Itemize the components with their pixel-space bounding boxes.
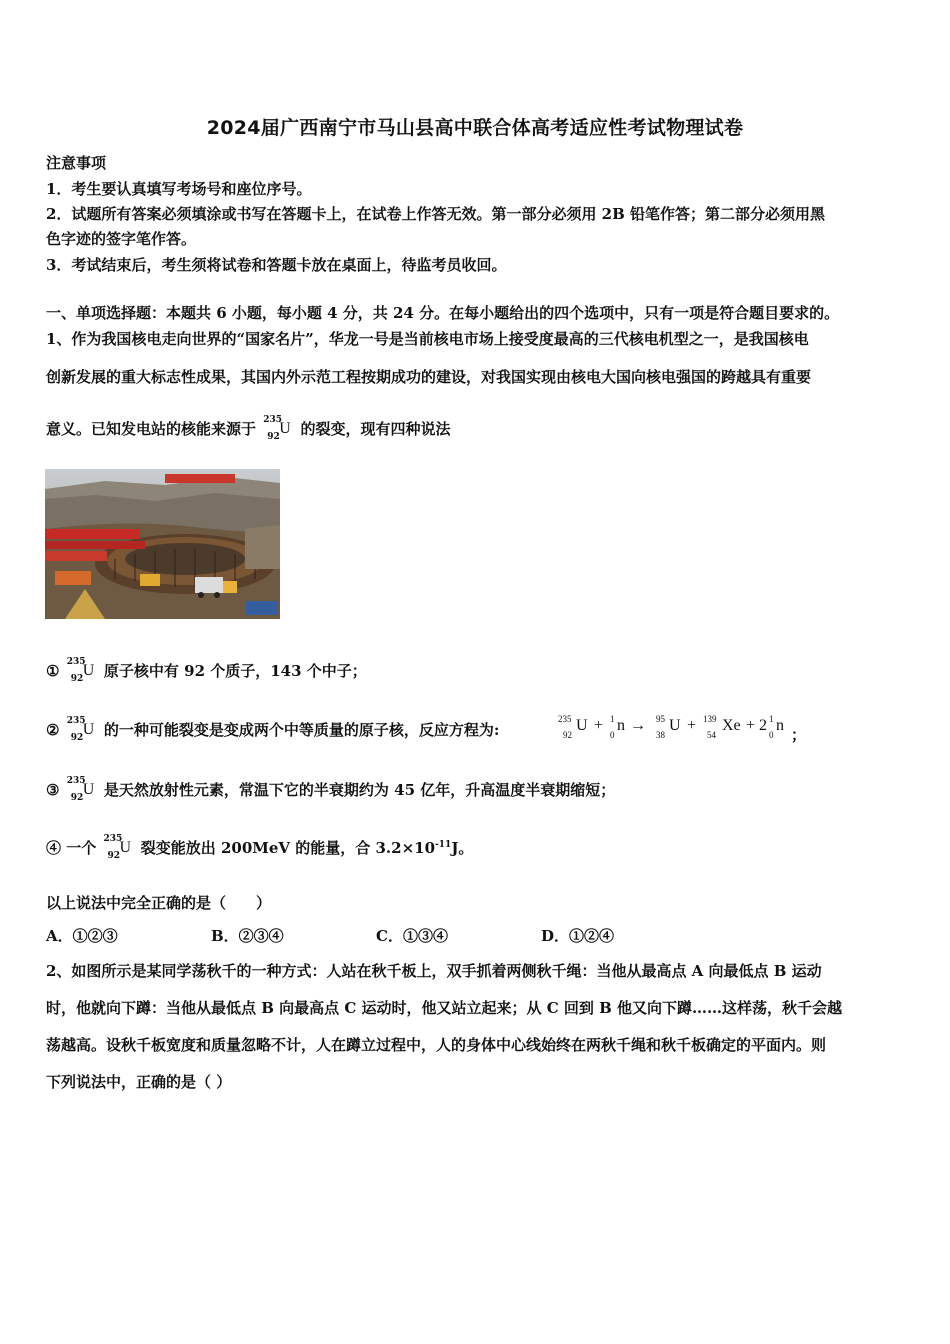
element-symbol: U xyxy=(82,662,95,679)
q1-line3-before: 意义。已知发电站的核能来源于 xyxy=(46,420,257,438)
statement-prefix: 一个 xyxy=(66,839,97,857)
mass-number: 235 xyxy=(103,834,123,844)
question-1-text xyxy=(46,415,451,445)
mass-number: 1 xyxy=(769,714,774,724)
question-2-text: 2、如图所示是某同学荡秋千的一种方式：人站在秋千板上，双手抓着两侧秋千绳：当他从最高点 A 向最低点 B 运动 xyxy=(46,962,822,980)
question-2-text: 时，他就向下蹲：当他从最低点 B 向最高点 C 运动时，他又站立起来；从 C 回到 B 他又向下蹲……这样荡，秋千会越 xyxy=(46,999,843,1017)
statement-marker: ④ xyxy=(46,839,62,857)
statement-text: 的一种可能裂变是变成两个中等质量的原子核，反应方程为: xyxy=(103,721,500,739)
reaction-arrow: → xyxy=(630,717,646,734)
atomic-number: 92 xyxy=(70,674,84,684)
element-symbol: U xyxy=(576,717,588,734)
uranium-235-nuclide xyxy=(67,657,97,687)
statement-end: ； xyxy=(791,728,807,744)
mass-number: 235 xyxy=(66,657,86,667)
element-symbol: U xyxy=(82,781,95,798)
statement-3 xyxy=(46,776,615,806)
choice-b[interactable]: B．②③④ xyxy=(211,927,284,945)
statement-2 xyxy=(46,716,499,746)
mass-number: 235 xyxy=(558,714,572,724)
element-symbol: n xyxy=(617,717,625,734)
atomic-number: 38 xyxy=(656,730,665,740)
mass-number: 139 xyxy=(703,714,717,724)
page-title: 2024届广西南宁市马山县高中联合体高考适应性考试物理试卷 xyxy=(206,117,744,139)
question-1-text: 1、作为我国核电走向世界的“国家名片”，华龙一号是当前核电市场上接受度最高的三代核电机型之一，是我国核电 xyxy=(46,330,809,348)
atomic-number: 92 xyxy=(267,432,280,442)
section-heading: 一、单项选择题：本题共 6 小题，每小题 4 分，共 24 分。在每小题给出的四个选项中，只有一项是符合题目要求的。 xyxy=(46,304,840,322)
notice-heading: 注意事项 xyxy=(46,154,107,172)
plus-sign: + xyxy=(594,717,604,734)
unit: J。 xyxy=(451,839,474,857)
question-1-text: 创新发展的重大标志性成果，其国内外示范工程按期成功的建设，对我国实现由核电大国向核电强国的跨越具有重要 xyxy=(46,368,812,386)
question-2-text: 荡越高。设秋千板宽度和质量忽略不计，人在蹲立过程中，人的身体中心线始终在两秋千绳和秋千板确定的平面内。则 xyxy=(46,1036,827,1054)
statement-4 xyxy=(46,834,473,864)
statement-marker: ② xyxy=(46,721,60,739)
mass-number: 235 xyxy=(66,716,86,726)
mass-number: 95 xyxy=(656,714,665,724)
element-symbol: U xyxy=(669,717,681,734)
question-2-text: 下列说法中，正确的是（ ） xyxy=(46,1073,232,1091)
statement-1 xyxy=(46,657,367,687)
element-symbol: U xyxy=(279,420,291,437)
atomic-number: 0 xyxy=(610,730,615,740)
notice-item: 2．试题所有答案必须填涂或书写在答题卡上，在试卷上作答无效。第一部分必须用 2B 铅笔作答；第二部分必须用黑 xyxy=(46,205,826,223)
element-symbol: n xyxy=(776,717,784,734)
notice-item: 色字迹的签字笔作答。 xyxy=(46,230,197,248)
mass-number: 235 xyxy=(66,776,86,786)
atomic-number: 92 xyxy=(70,793,84,803)
choice-a[interactable]: A．①②③ xyxy=(46,927,118,945)
atomic-number: 0 xyxy=(769,730,774,740)
uranium-235-nuclide xyxy=(67,716,97,746)
choice-d[interactable]: D．①②④ xyxy=(541,927,615,945)
element-symbol: U xyxy=(82,721,95,738)
element-symbol: U xyxy=(119,839,132,856)
fission-equation xyxy=(558,712,806,746)
mass-number: 1 xyxy=(610,714,615,724)
element-symbol: Xe xyxy=(722,717,741,734)
statement-marker: ③ xyxy=(46,781,60,799)
plus-two: + 2 xyxy=(746,717,768,734)
atomic-number: 54 xyxy=(707,730,716,740)
atomic-number: 92 xyxy=(70,733,84,743)
nuclear-plant-construction-photo xyxy=(45,469,280,619)
q1-line3-after: 的裂变，现有四种说法 xyxy=(300,420,451,438)
atomic-number: 92 xyxy=(563,730,572,740)
statement-marker: ① xyxy=(46,662,60,680)
statement-text: 裂变能放出 200MeV 的能量，合 3.2×10 xyxy=(140,839,436,857)
choice-c[interactable]: C．①③④ xyxy=(376,927,448,945)
notice-item: 3．考试结束后，考生须将试卷和答题卡放在桌面上，待监考员收回。 xyxy=(46,256,507,274)
uranium-235-nuclide xyxy=(104,834,134,864)
uranium-235-nuclide xyxy=(67,776,97,806)
statement-text: 是天然放射性元素，常温下它的半衰期约为 45 亿年，升高温度半衰期缩短； xyxy=(103,781,616,799)
question-1-ask: 以上说法中完全正确的是（ ） xyxy=(46,894,272,912)
mass-number: 235 xyxy=(263,415,283,425)
uranium-235-nuclide xyxy=(263,415,293,445)
statement-text: 原子核中有 92 个质子，143 个中子； xyxy=(103,662,367,680)
exponent: -11 xyxy=(435,840,452,850)
plus-sign: + xyxy=(687,717,697,734)
notice-item: 1．考生要认真填写考场号和座位序号。 xyxy=(46,180,312,198)
atomic-number: 92 xyxy=(107,851,121,861)
